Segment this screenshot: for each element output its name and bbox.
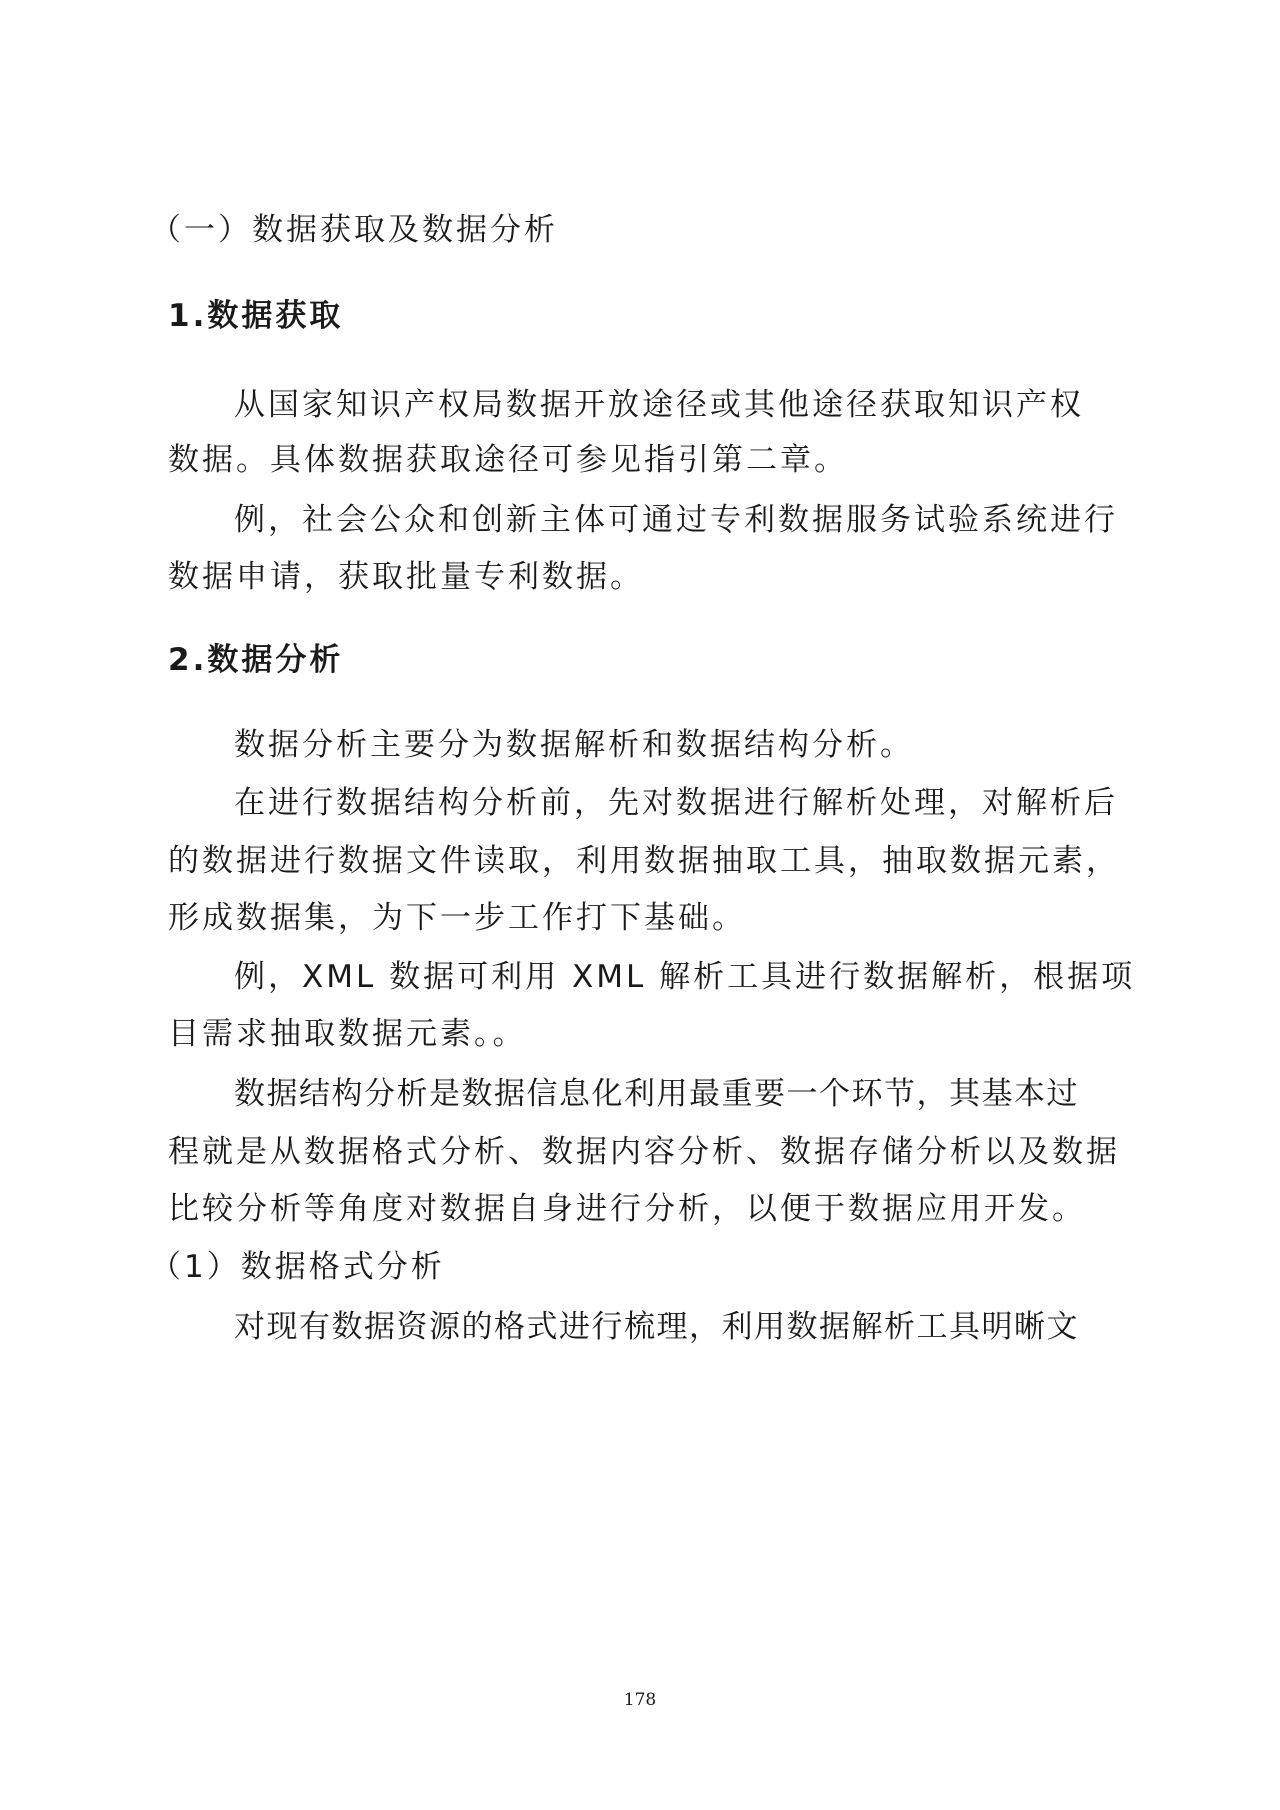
paragraph-line: 例，社会公众和创新主体可通过专利数据服务试验系统进行 xyxy=(234,502,1118,538)
paragraph-line: 数据结构分析是数据信息化利用最重要一个环节，其基本过 xyxy=(234,1076,1079,1112)
paragraph-line: 例，XML 数据可利用 XML 解析工具进行数据解析，根据项 xyxy=(234,959,1136,995)
section-title: （一）数据获取及数据分析 xyxy=(150,212,558,248)
paragraph-line: 对现有数据资源的格式进行梳理，利用数据解析工具明晰文 xyxy=(234,1309,1079,1345)
paragraph-line: 的数据进行数据文件读取，利用数据抽取工具，抽取数据元素， xyxy=(168,843,1120,879)
paragraph-line: 程就是从数据格式分析、数据内容分析、数据存储分析以及数据 xyxy=(168,1134,1120,1170)
subsection-title-data-analysis: 2.数据分析 xyxy=(168,642,344,678)
paragraph-line: 形成数据集，为下一步工作打下基础。 xyxy=(168,900,746,936)
paragraph-line: 目需求抽取数据元素。。 xyxy=(168,1016,527,1052)
paragraph-line: 数据申请，获取批量专利数据。 xyxy=(168,559,644,595)
paragraph-line: 比较分析等角度对数据自身进行分析，以便于数据应用开发。 xyxy=(168,1191,1086,1227)
paragraph-line: 从国家知识产权局数据开放途径或其他途径获取知识产权 xyxy=(234,387,1084,423)
page-number: 178 xyxy=(623,1690,657,1710)
paragraph-line: 数据分析主要分为数据解析和数据结构分析。 xyxy=(234,727,914,763)
paragraph-line: 在进行数据结构分析前，先对数据进行解析处理，对解析后 xyxy=(234,785,1118,821)
paragraph-line: 数据。具体数据获取途径可参见指引第二章。 xyxy=(168,442,848,478)
subsection-title-data-acquisition: 1.数据获取 xyxy=(168,298,344,334)
item-title-data-format-analysis: （1）数据格式分析 xyxy=(150,1249,445,1285)
